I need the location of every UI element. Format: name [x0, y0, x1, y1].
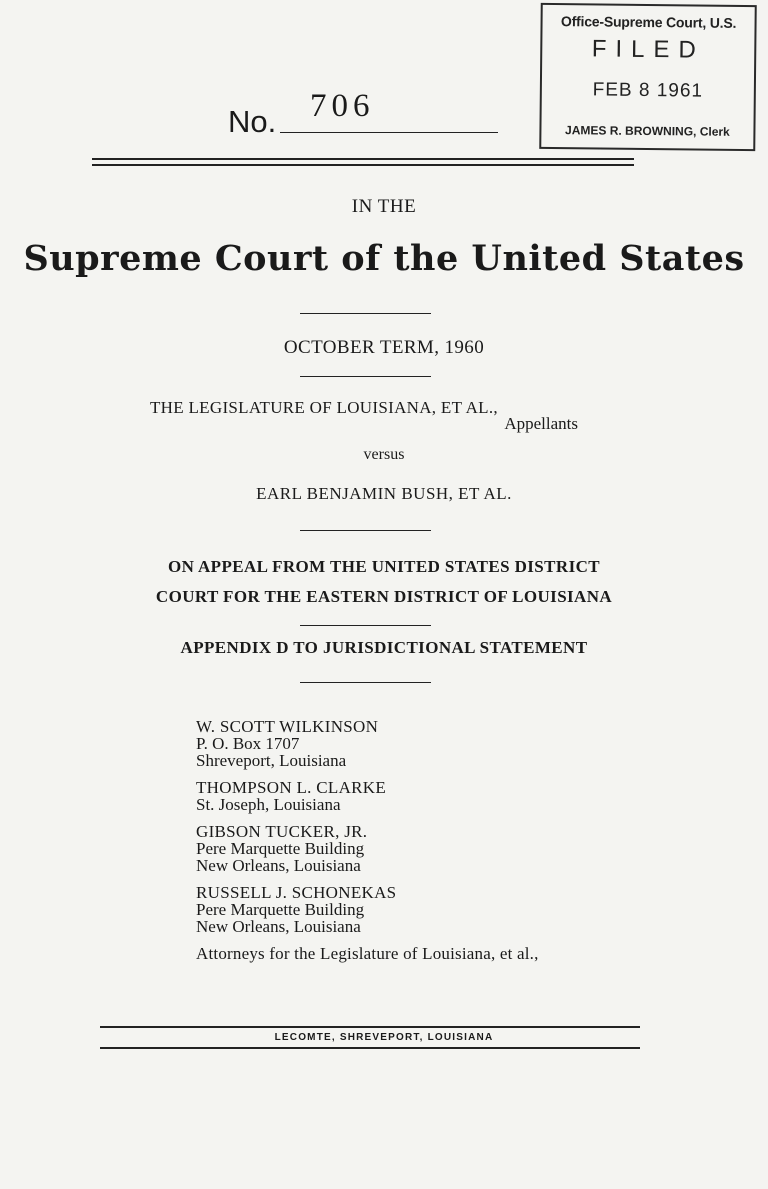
- in-the-label: IN THE: [351, 196, 417, 217]
- printer-imprint: LECOMTE, SHREVEPORT, LOUISIANA: [274, 1032, 494, 1043]
- attorney-name: RUSSELL J. SCHONEKAS: [196, 883, 397, 902]
- attorney-list: [196, 718, 539, 962]
- divider-rule: [300, 313, 431, 314]
- attorney-block: [196, 779, 539, 813]
- attorney-block: [196, 718, 539, 769]
- docket-label: No.: [228, 104, 277, 139]
- term-label: OCTOBER TERM, 1960: [283, 337, 485, 358]
- attorney-name: GIBSON TUCKER, JR.: [196, 822, 368, 841]
- attorney-name: THOMPSON L. CLARKE: [196, 778, 387, 797]
- divider-rule: [300, 682, 431, 683]
- attorneys-for-line: Attorneys for the Legislature of Louisiana, et al.,: [196, 944, 539, 963]
- appeal-line: COURT FOR THE EASTERN DISTRICT OF LOUISIANA: [155, 587, 613, 606]
- attorney-address-line: Pere Marquette Building: [196, 839, 365, 858]
- attorney-block: [196, 823, 539, 874]
- attorney-address-line: New Orleans, Louisiana: [196, 856, 361, 875]
- stamp-clerk: JAMES R. BROWNING, Clerk: [565, 123, 730, 139]
- court-title: Supreme Court of the United States: [23, 238, 745, 279]
- filing-stamp: [539, 3, 757, 151]
- footer-rule-bottom: [100, 1047, 640, 1049]
- docket-value: 706: [310, 88, 375, 124]
- versus-label: versus: [363, 446, 405, 463]
- attorney-address-line: P. O. Box 1707: [196, 734, 300, 753]
- attorney-address-line: Pere Marquette Building: [196, 900, 365, 919]
- stamp-filed: FILED: [591, 35, 705, 64]
- stamp-date: FEB 8 1961: [592, 79, 704, 102]
- divider-rule: [300, 625, 431, 626]
- appeal-caption: [0, 552, 768, 612]
- stamp-office: Office-Supreme Court, U.S.: [560, 13, 737, 31]
- appellants-role: Appellants: [504, 414, 578, 433]
- appeal-line: ON APPEAL FROM THE UNITED STATES DISTRICT: [167, 557, 601, 576]
- attorney-address-line: St. Joseph, Louisiana: [196, 795, 341, 814]
- attorney-address-line: Shreveport, Louisiana: [196, 751, 347, 770]
- docket-underline: [280, 132, 498, 133]
- header-double-rule: [92, 158, 634, 166]
- divider-rule: [300, 530, 431, 531]
- attorney-block: [196, 884, 539, 935]
- footer-rule-top: [100, 1026, 640, 1028]
- appellees-name: EARL BENJAMIN BUSH, ET AL.: [256, 484, 512, 503]
- attorney-name: W. SCOTT WILKINSON: [196, 717, 379, 736]
- divider-rule: [300, 376, 431, 377]
- appendix-title: APPENDIX D TO JURISDICTIONAL STATEMENT: [180, 638, 588, 657]
- docket-number: [228, 86, 498, 139]
- appellants-name: THE LEGISLATURE OF LOUISIANA, ET AL.,: [150, 398, 498, 417]
- attorney-address-line: New Orleans, Louisiana: [196, 917, 361, 936]
